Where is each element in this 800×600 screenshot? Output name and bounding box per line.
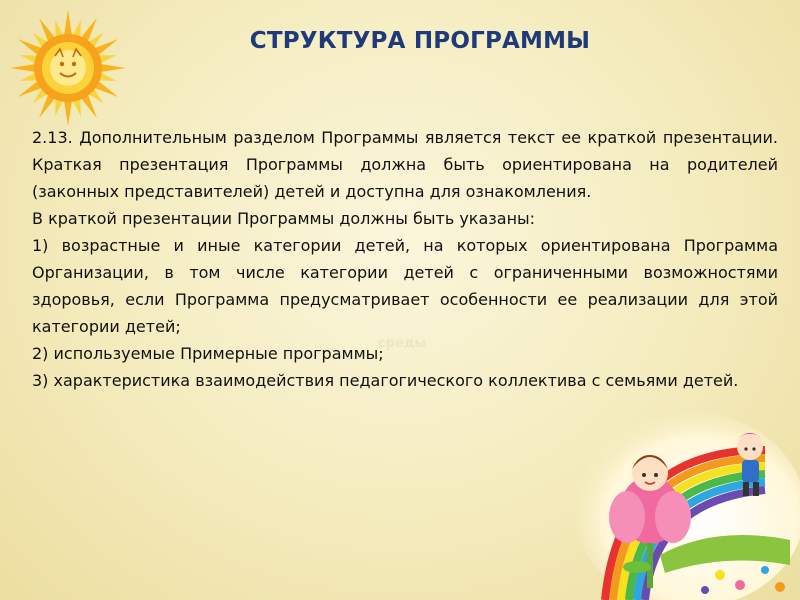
list-item-3: 3) характеристика взаимодействия педагогического коллектива с семьями детей. xyxy=(32,371,739,390)
page-title: СТРУКТУРА ПРОГРАММЫ xyxy=(249,28,591,54)
sun-smiley-icon xyxy=(8,8,128,128)
children-rainbow-flower-illustration xyxy=(565,405,800,600)
sun-ray xyxy=(64,100,72,126)
paragraph-intro: 2.13. Дополнительным разделом Программы является текст ее краткой презентации. Краткая презентация Программы должна быть ориентирована на родителей (законных представителей) детей и доступна для ознакомления. xyxy=(32,128,778,201)
list-item-1: 1) возрастные и иные категории детей, на которых ориентирована Программа Организации, в том числе категории детей с ограниченными возможностями здоровья, если Программа предусматривает особенности ее реализации для этой категории детей; xyxy=(32,236,778,336)
sun-ray xyxy=(10,64,36,72)
sun-ray xyxy=(100,64,126,72)
faded-watermark-text: среды xyxy=(378,336,427,351)
slide-body xyxy=(32,124,778,394)
list-item-2: 2) используемые Примерные программы; xyxy=(32,344,384,363)
paragraph-list-heading: В краткой презентации Программы должны быть указаны: xyxy=(32,209,536,228)
